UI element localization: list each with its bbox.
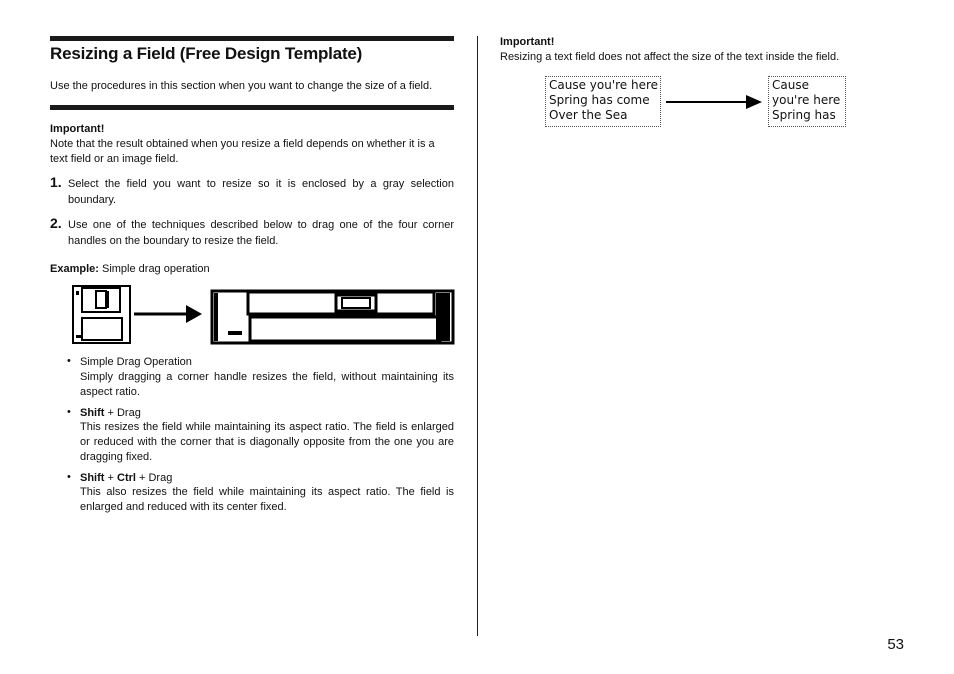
bullet-1-heading: [80, 355, 192, 370]
step-2-number: 2.: [50, 215, 62, 231]
bullet-2-rest: + Drag: [104, 407, 141, 419]
field-after-line-1: Cause: [772, 78, 809, 92]
right-important-text: Resizing a text field does not affect the size of the text inside the field.: [500, 51, 840, 63]
bullet-dot-3: •: [67, 471, 71, 483]
text-field-after: [768, 76, 846, 127]
floppy-disk-icon: [73, 286, 130, 343]
example-line: [50, 262, 210, 277]
bullet-3-rest: + Drag: [135, 472, 173, 484]
text-field-before: [545, 76, 661, 127]
example-label: Example:: [50, 263, 99, 275]
important-label: Important!: [50, 123, 105, 135]
field-before-line-3: Over the Sea: [549, 108, 628, 122]
intro-text: Use the procedures in this section when you want to change the size of a field.: [50, 80, 433, 92]
field-before-line-2: Spring has come: [549, 93, 650, 107]
page-title: Resizing a Field (Free Design Template): [50, 44, 363, 63]
bullet-dot-1: •: [67, 355, 71, 367]
page-number: 53: [887, 636, 904, 653]
right-important-label: Important!: [500, 36, 555, 48]
field-after-line-3: Spring has: [772, 108, 836, 122]
right-arrow-icon: [134, 305, 202, 323]
section-rule: [50, 105, 454, 110]
floppy-disk-stretched-icon: [212, 291, 453, 343]
field-before-line-1: Cause you're here: [549, 78, 659, 92]
bullet-dot-2: •: [67, 406, 71, 418]
bullet-3-body: This also resizes the field while maintaining its aspect ratio. The field is enlarged and reduced with its center fixed.: [80, 486, 454, 513]
important-text: Note that the result obtained when you resize a field depends on whether it is a text field or an image field.: [50, 138, 435, 165]
step-1-text: Select the field you want to resize so it is enclosed by a gray selection boundary.: [68, 178, 454, 206]
right-arrow-icon: [664, 92, 764, 112]
step-1-number: 1.: [50, 174, 62, 190]
bullet-2-key: Shift: [80, 407, 105, 419]
bullet-3-mid: +: [104, 472, 117, 484]
step-2-text: Use one of the techniques described below to drag one of the four corner handles on the boundary to resize the field.: [68, 219, 454, 247]
bullet-2-body: This resizes the field while maintaining its aspect ratio. The field is enlarged or reduced with the corner that is diagonally opposite from the one you are dragging fixed.: [80, 421, 454, 463]
example-text: Simple drag operation: [101, 263, 210, 275]
bullet-1-body: Simply dragging a corner handle resizes the field, without maintaining its aspect ratio.: [80, 371, 454, 398]
column-divider: [477, 36, 478, 636]
field-after-line-2: you're here: [772, 93, 841, 107]
bullet-3-key1: Shift: [80, 472, 105, 484]
bullet-3-key2: Ctrl: [117, 472, 136, 484]
bullet-3-heading: [80, 471, 172, 486]
drag-example-illustration: [72, 285, 456, 347]
bullet-1-head: Simple Drag Operation: [80, 356, 192, 368]
bullet-2-heading: [80, 406, 141, 421]
title-rule-top: [50, 36, 454, 41]
